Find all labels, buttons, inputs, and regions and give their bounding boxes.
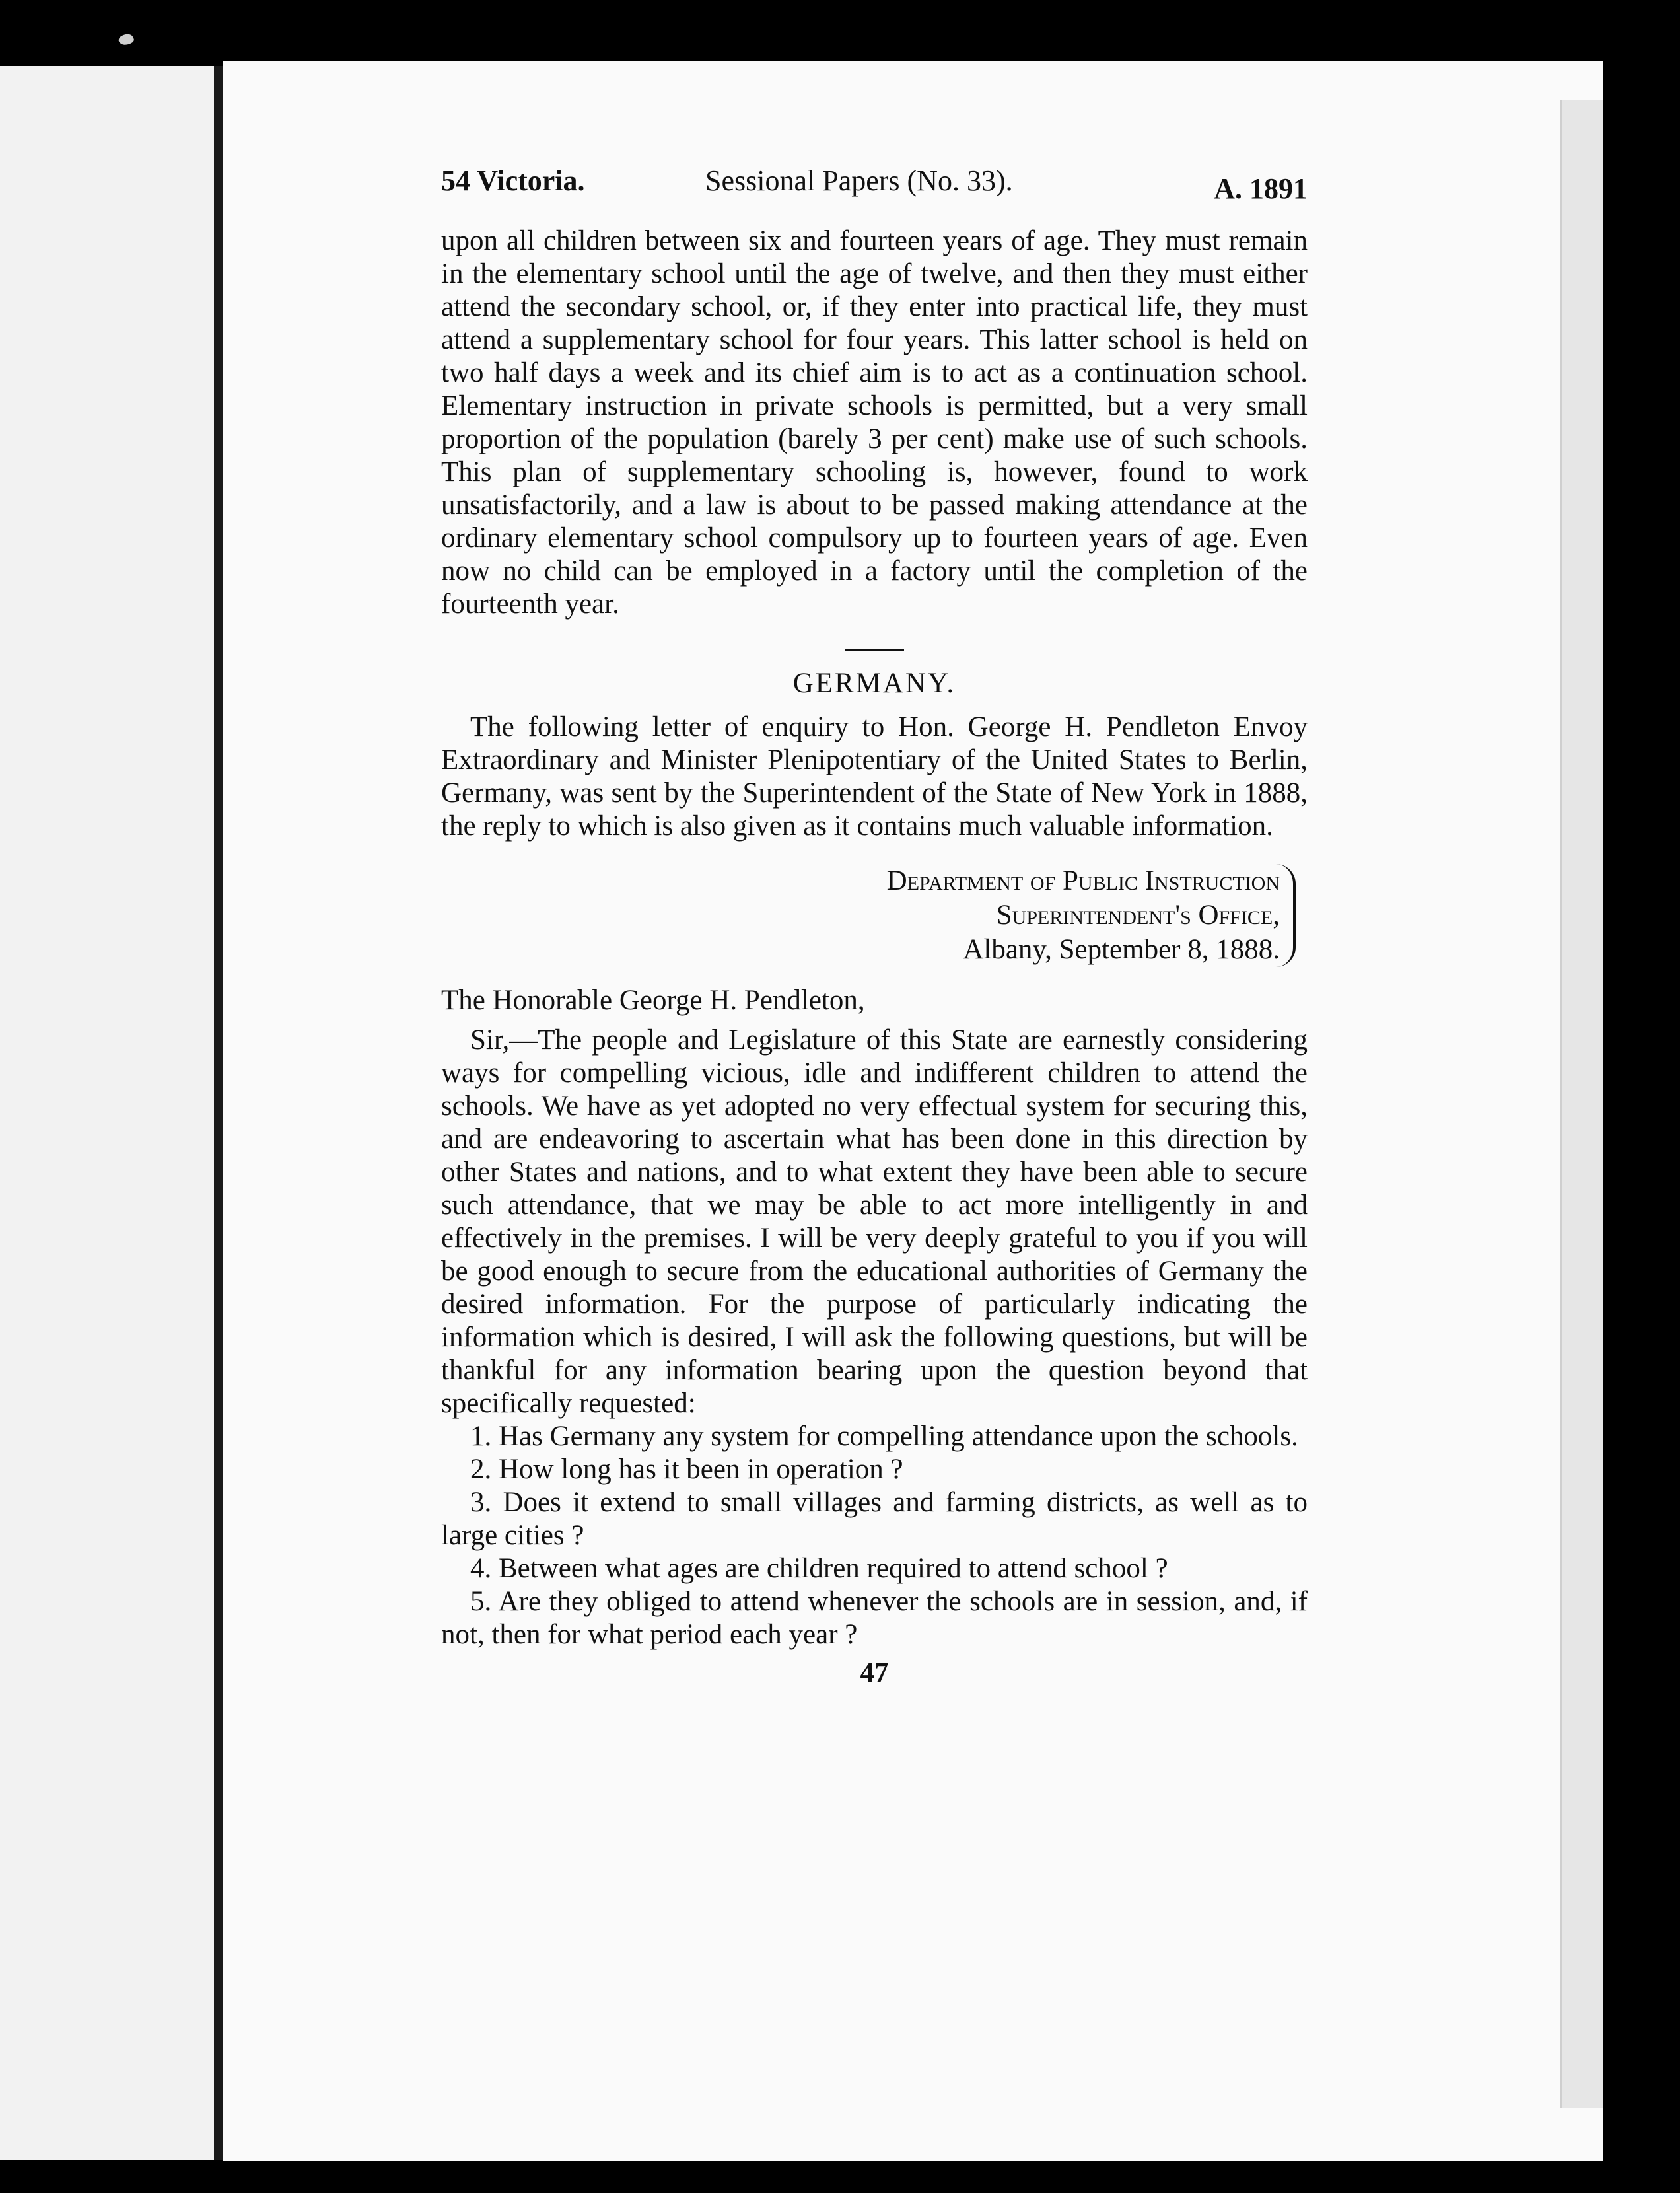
letter-address [778,864,1296,967]
question-item: 2. How long has it been in operation ? [470,1454,903,1485]
page-right-edge [1560,100,1603,2108]
header-center: Sessional Papers (No. 33). [705,164,1013,197]
letter-greeting: The Honorable George H. Pendleton, [441,985,865,1016]
question-item: 5. Are they obliged to attend whenever the schools are in session, and, if not, then for what period each year ? [441,1586,1308,1650]
section-rule [845,649,904,651]
page-number: 47 [860,1657,889,1688]
question-list [441,1420,1308,1651]
page-body [441,225,1308,1690]
question-item: 1. Has Germany any system for compelling attendance upon the schools. [470,1421,1298,1452]
page-gutter [214,66,223,2160]
running-header [441,152,1308,205]
address-line-1: Department of Public Instruction [886,865,1280,896]
address-line-2: Superintendent's Office, [996,900,1280,931]
intro-paragraph: upon all children between six and fourteen years of age. They must remain in the elementary school until the age of twelve, and then they must either attend the secondary school, or, if they enter into practical life, they must attend a supplementary school for four years. This latter school is held on two half days a week and its chief aim is to act as a continuation school. Elementary instruction in private schools is permitted, but a very small proportion of the population (barely 3 per cent) make use of such schools. This plan of supplementary schooling is, however, found to work unsatisfactorily, and a law is about to be passed making attendance at the ordinary elementary school compulsory up to fourteen years of age. Even now no child can be employed in a factory until the completion of the fourteenth year. [441,225,1308,620]
section-intro: The following letter of enquiry to Hon. George H. Pendleton Envoy Extraordinary and Minister Plenipotentiary of the United States to Berlin, Germany, was sent by the Superintendent of the State of New York in 1888, the reply to which is also given as it contains much valuable information. [441,711,1308,842]
address-line-3: Albany, September 8, 1888. [963,934,1280,965]
section-heading: GERMANY. [792,668,956,699]
facing-page-edge [0,66,223,2160]
header-right: A. 1891 [1214,172,1308,205]
question-item: 3. Does it extend to small villages and farming districts, as well as to large cities ? [441,1487,1308,1551]
letter-body: Sir,—The people and Legislature of this State are earnestly considering ways for compelling vicious, idle and indifferent children to attend the schools. We have as yet adopted no very effectual system for securing this, and are endeavoring to ascertain what has been done in this direction by other States and nations, and to what extent they have been able to secure such attendance, that we may be able to act more intelligently in and effectively in the premises. I will be very deeply grateful to you if you will be good enough to secure from the educational authorities of Germany the desired information. For the purpose of particularly indicating the information which is desired, I will ask the following questions, but will be thankful for any information bearing upon the question beyond that specifically requested: [441,1025,1308,1419]
scan-speck [118,32,135,48]
question-item: 4. Between what ages are children required to attend school ? [470,1553,1168,1584]
header-left: 54 Victoria. [441,164,585,197]
